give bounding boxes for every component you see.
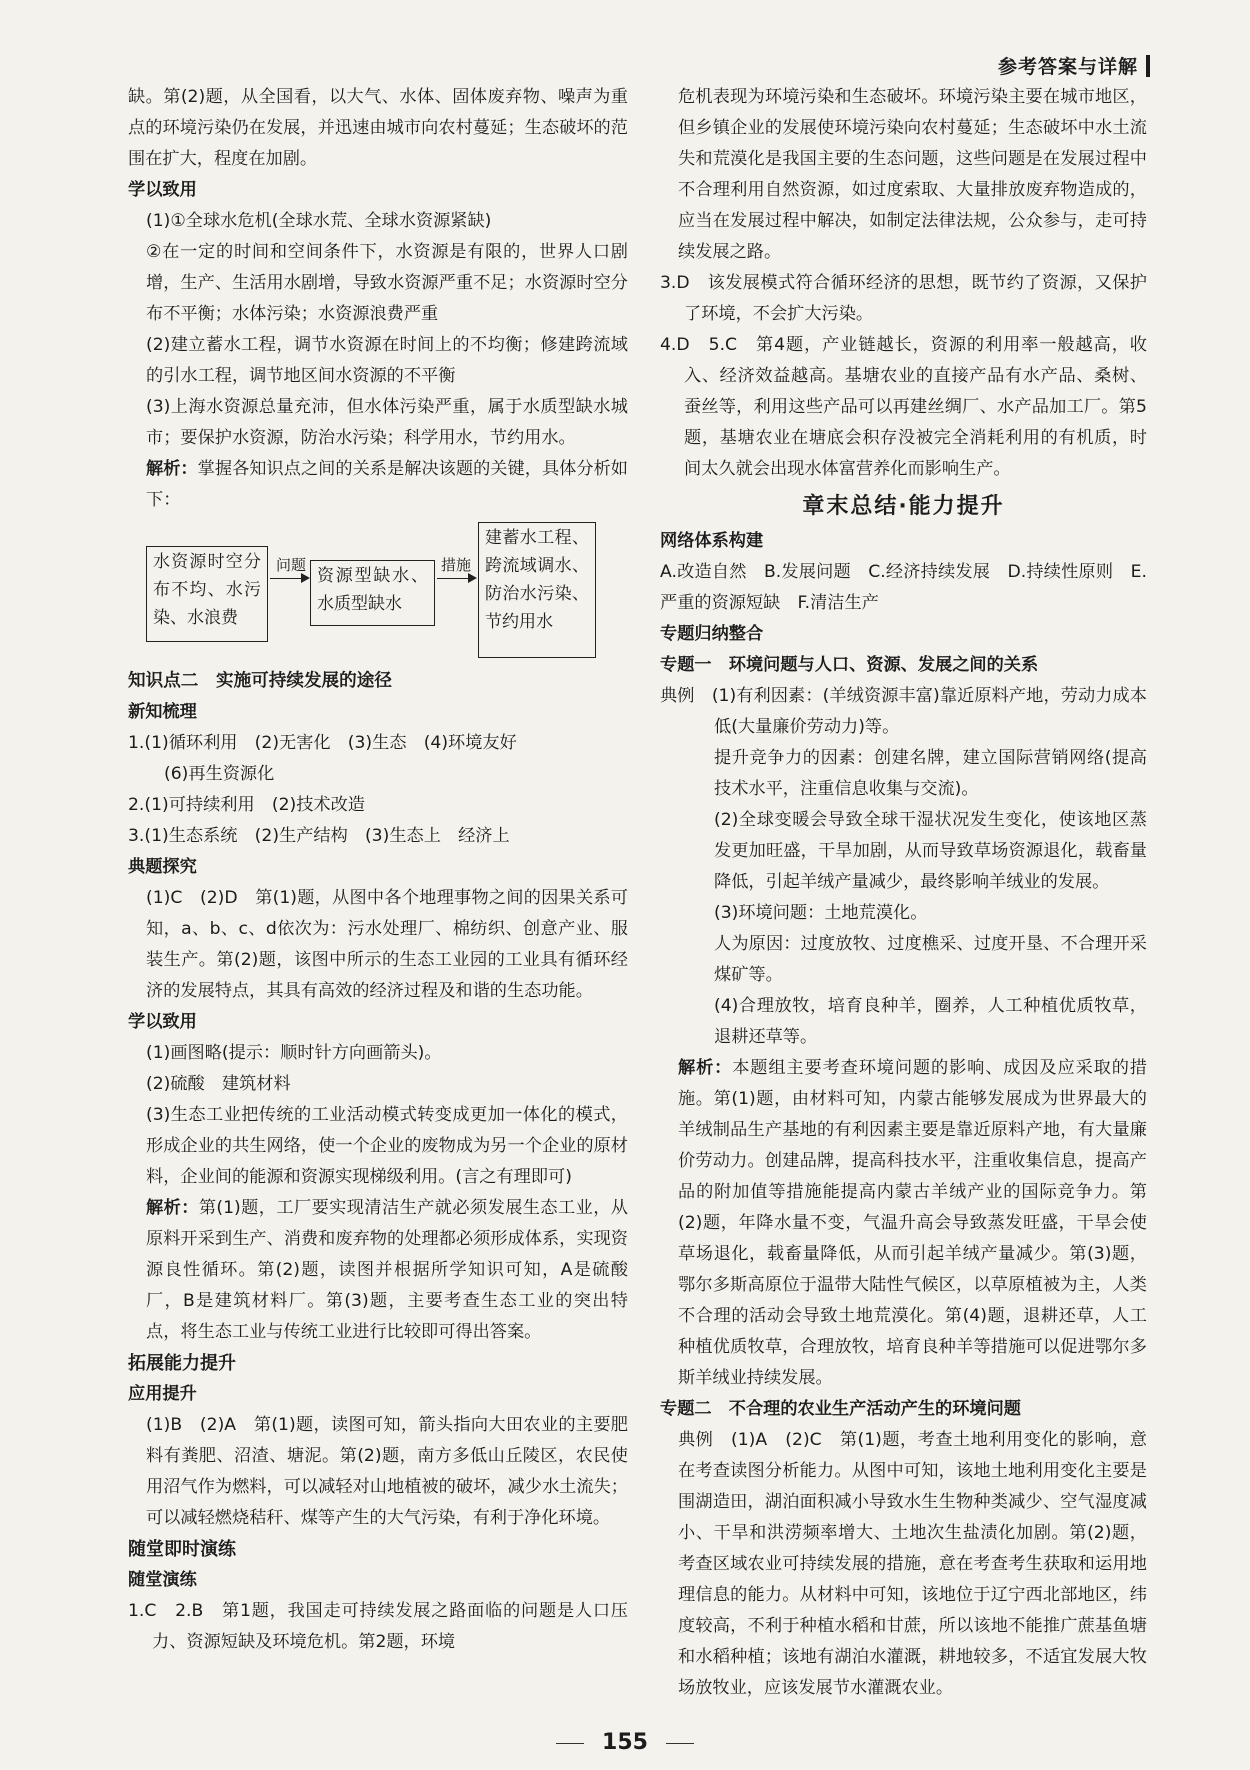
header-bar [1146, 55, 1150, 77]
chapter-summary-heading: 章末总结·能力提升 [802, 494, 1005, 519]
answer-item: ②在一定的时间和空间条件下，水资源是有限的，世界人口剧增，生产、生活用水剧增，导致水资源严重不足；水资源时空分布不平衡；水体污染；水资源浪费严重 [146, 242, 628, 324]
answer-item: (3)生态工业把传统的工业活动模式转变成更加一体化的模式，形成企业的共生网络，使一个企业的废物成为另一个企业的原材料，企业间的能源和资源实现梯级利用。(言之有理即可) [146, 1105, 628, 1187]
example-answer: (2)全球变暖会导致全球干湿状况发生变化，使该地区蒸发更加旺盛，干旱加剧，从而导致草场资源退化，载畜量降低，引起羊绒产量减少，最终影响羊绒业的发展。 [714, 810, 1147, 892]
right-column [660, 82, 1147, 1704]
knowledge-point-heading: 知识点二 实施可持续发展的途径 [128, 671, 392, 691]
diagram-arrow [437, 578, 475, 579]
left-column [128, 82, 628, 1658]
answer-item: (3)上海水资源总量充沛，但水体污染严重，属于水质型缺水城市；要保护水资源，防治水污染；科学用水，节约用水。 [146, 397, 628, 448]
section-heading: 专题归纳整合 [660, 624, 764, 644]
water-resource-diagram [128, 522, 628, 660]
section-heading: 随堂演练 [128, 1570, 197, 1590]
answer-item: (2)建立蓄水工程，调节水资源在时间上的不均衡；修建跨流域的引水工程，调节地区间水资源的不平衡 [146, 335, 628, 386]
section-heading: 学以致用 [128, 1012, 197, 1032]
example-answer: 典例 (1)A (2)C 第(1)题，考查土地利用变化的影响，意在考查读图分析能力。从图中可知，该地土地利用变化主要是围湖造田，湖泊面积减小导致水生生物种类减少、空气湿度减小、干旱和洪涝频率增大、土地次生盐渍化加剧。第(2)题，考查区域农业可持续发展的措施，意在考查考生获取和运用地理信息的能力。从材料中可知，该地位于辽宁西北部地区，纬度较高，不利于种植水稻和甘蔗，所以该地不能推广蔗基鱼塘和水稻种植；该地有湖泊水灌溉，耕地较多，不适宜发展大牧场放牧业，应该发展节水灌溉农业。 [678, 1430, 1147, 1698]
answer-item: (1)画图略(提示：顺时针方向画箭头)。 [146, 1043, 442, 1063]
answer-item: (2)硫酸 建筑材料 [146, 1074, 291, 1094]
analysis-paragraph [128, 454, 628, 516]
answer-item: 3.D 该发展模式符合循环经济的思想，既节约了资源，又保护了环境，不会扩大污染。 [660, 273, 1147, 324]
intro-paragraph: 缺。第(2)题，从全国看，以大气、水体、固体废弃物、噪声为重点的环境污染仍在发展，并迅速由城市向农村蔓延；生态破坏的范围在扩大，程度在加剧。 [128, 87, 628, 169]
diagram-arrow-label-measures: 措施 [441, 556, 472, 574]
example-answer: (3)环境问题：土地荒漠化。 [714, 903, 928, 923]
analysis-paragraph [128, 1193, 628, 1348]
answer-item: (1)B (2)A 第(1)题，读图可知，箭头指向大田农业的主要肥料有粪肥、沼渣、塘泥。第(2)题，南方多低山丘陵区，农民使用沼气作为燃料，可以减轻对山地植被的破坏，减少水土流失；可以减轻燃烧秸秆、煤等产生的大气污染，有利于净化环境。 [146, 1415, 628, 1528]
analysis-label: 解析： [146, 1198, 199, 1218]
diagram-box-problems: 资源型缺水、水质型缺水 [310, 560, 435, 626]
section-heading: 拓展能力提升 [128, 1353, 236, 1374]
page-number-text: 155 [602, 1730, 648, 1755]
page-number [0, 1730, 1250, 1755]
running-header [998, 52, 1150, 79]
topic-heading: 专题二 不合理的农业生产活动产生的环境问题 [660, 1399, 1021, 1419]
analysis-text: 第(1)题，工厂要实现清洁生产就必须发展生态工业，从原料开采到生产、消费和废弃物的处理都必须形成体系，实现资源良性循环。第(2)题，读图并根据所学知识可知，A是硫酸厂，B是建筑材料厂。第(3)题，主要考查生态工业的突出特点，将生态工业与传统工业进行比较即可得出答案。 [146, 1198, 628, 1342]
example-answer: 提升竞争力的因素：创建名牌，建立国际营销网络(提高技术水平，注重信息收集与交流)。 [714, 748, 1147, 799]
example-answer: 典例 (1)有利因素：(羊绒资源丰富)靠近原料产地，劳动力成本低(大量廉价劳动力)等。 [660, 686, 1147, 737]
answer-item: A.改造自然 B.发展问题 C.经济持续发展 D.持续性原则 E.严重的资源短缺 F.清洁生产 [660, 562, 1147, 613]
answer-item: 4.D 5.C 第4题，产业链越长，资源的利用率一般越高，收入、经济效益越高。基塘农业的直接产品有水产品、桑树、蚕丝等，利用这些产品可以再建丝绸厂、水产品加工厂。第5题，基塘农业在塘底会积存没被完全消耗利用的有机质，时间太久就会出现水体富营养化而影响生产。 [660, 335, 1147, 479]
example-answer: (4)合理放牧，培育良种羊，圈养，人工种植优质牧草，退耕还草等。 [714, 996, 1147, 1047]
answer-item: (1)①全球水危机(全球水荒、全球水资源紧缺) [146, 211, 492, 231]
diagram-box-causes: 水资源时空分布不均、水污染、水浪费 [146, 546, 268, 642]
section-heading: 新知梳理 [128, 702, 197, 722]
page-number-dash [556, 1743, 584, 1744]
answer-item: 2.(1)可持续利用 (2)技术改造 [128, 795, 365, 815]
answer-item: (6)再生资源化 [164, 764, 275, 784]
section-heading: 学以致用 [128, 180, 197, 200]
answer-item: 1.(1)循环利用 (2)无害化 (3)生态 (4)环境友好 [128, 733, 517, 753]
header-title: 参考答案与详解 [997, 56, 1138, 78]
page-number-dash [666, 1743, 694, 1744]
section-heading: 应用提升 [128, 1384, 197, 1404]
analysis-paragraph [660, 1053, 1147, 1394]
section-heading: 典题探究 [128, 857, 197, 877]
analysis-text: 掌握各知识点之间的关系是解决该题的关键，具体分析如下： [146, 459, 628, 510]
section-heading: 网络体系构建 [660, 531, 764, 551]
analysis-label: 解析： [146, 459, 198, 479]
answer-item: 1.C 2.B 第1题，我国走可持续发展之路面临的问题是人口压力、资源短缺及环境危机。第2题，环境 [128, 1601, 628, 1652]
continued-paragraph: 危机表现为环境污染和生态破坏。环境污染主要在城市地区，但乡镇企业的发展使环境污染向农村蔓延；生态破坏中水土流失和荒漠化是我国主要的生态问题，这些问题是在发展过程中不合理利用自然资源，如过度索取、大量排放废弃物造成的，应当在发展过程中解决，如制定法律法规，公众参与，走可持续发展之路。 [678, 87, 1147, 262]
answer-item: (1)C (2)D 第(1)题，从图中各个地理事物之间的因果关系可知，a、b、c、d依次为：污水处理厂、棉纺织、创意产业、服装生产。第(2)题，该图中所示的生态工业园的工业具有循环经济的发展特点，其具有高效的经济过程及和谐的生态功能。 [146, 888, 628, 1001]
diagram-arrow-label-problem: 问题 [276, 556, 307, 574]
section-heading: 随堂即时演练 [128, 1539, 236, 1560]
example-answer: 人为原因：过度放牧、过度樵采、过度开垦、不合理开采煤矿等。 [714, 934, 1147, 985]
answer-item: 3.(1)生态系统 (2)生产结构 (3)生态上 经济上 [128, 826, 510, 846]
diagram-box-measures: 建蓄水工程、跨流域调水、防治水污染、节约用水 [478, 522, 596, 658]
topic-heading: 专题一 环境问题与人口、资源、发展之间的关系 [660, 655, 1039, 675]
analysis-text: 本题组主要考查环境问题的影响、成因及应采取的措施。第(1)题，由材料可知，内蒙古能够发展成为世界最大的羊绒制品生产基地的有利因素主要是靠近原料产地，有大量廉价劳动力。创建品牌，提高科技水平，注重收集信息，提高产品的附加值等措施能提高内蒙古羊绒产业的国际竞争力。第(2)题，年降水量不变，气温升高会导致蒸发旺盛，干旱会使草场退化，载畜量降低，从而引起羊绒产量减少。第(3)题，鄂尔多斯高原位于温带大陆性气候区，以草原植被为主，人类不合理的活动会导致土地荒漠化。第(4)题，退耕还草，人工种植优质牧草，合理放牧，培育良种羊等措施可以促进鄂尔多斯羊绒业持续发展。 [678, 1058, 1147, 1388]
diagram-arrow [270, 578, 308, 579]
analysis-label: 解析： [678, 1058, 733, 1078]
